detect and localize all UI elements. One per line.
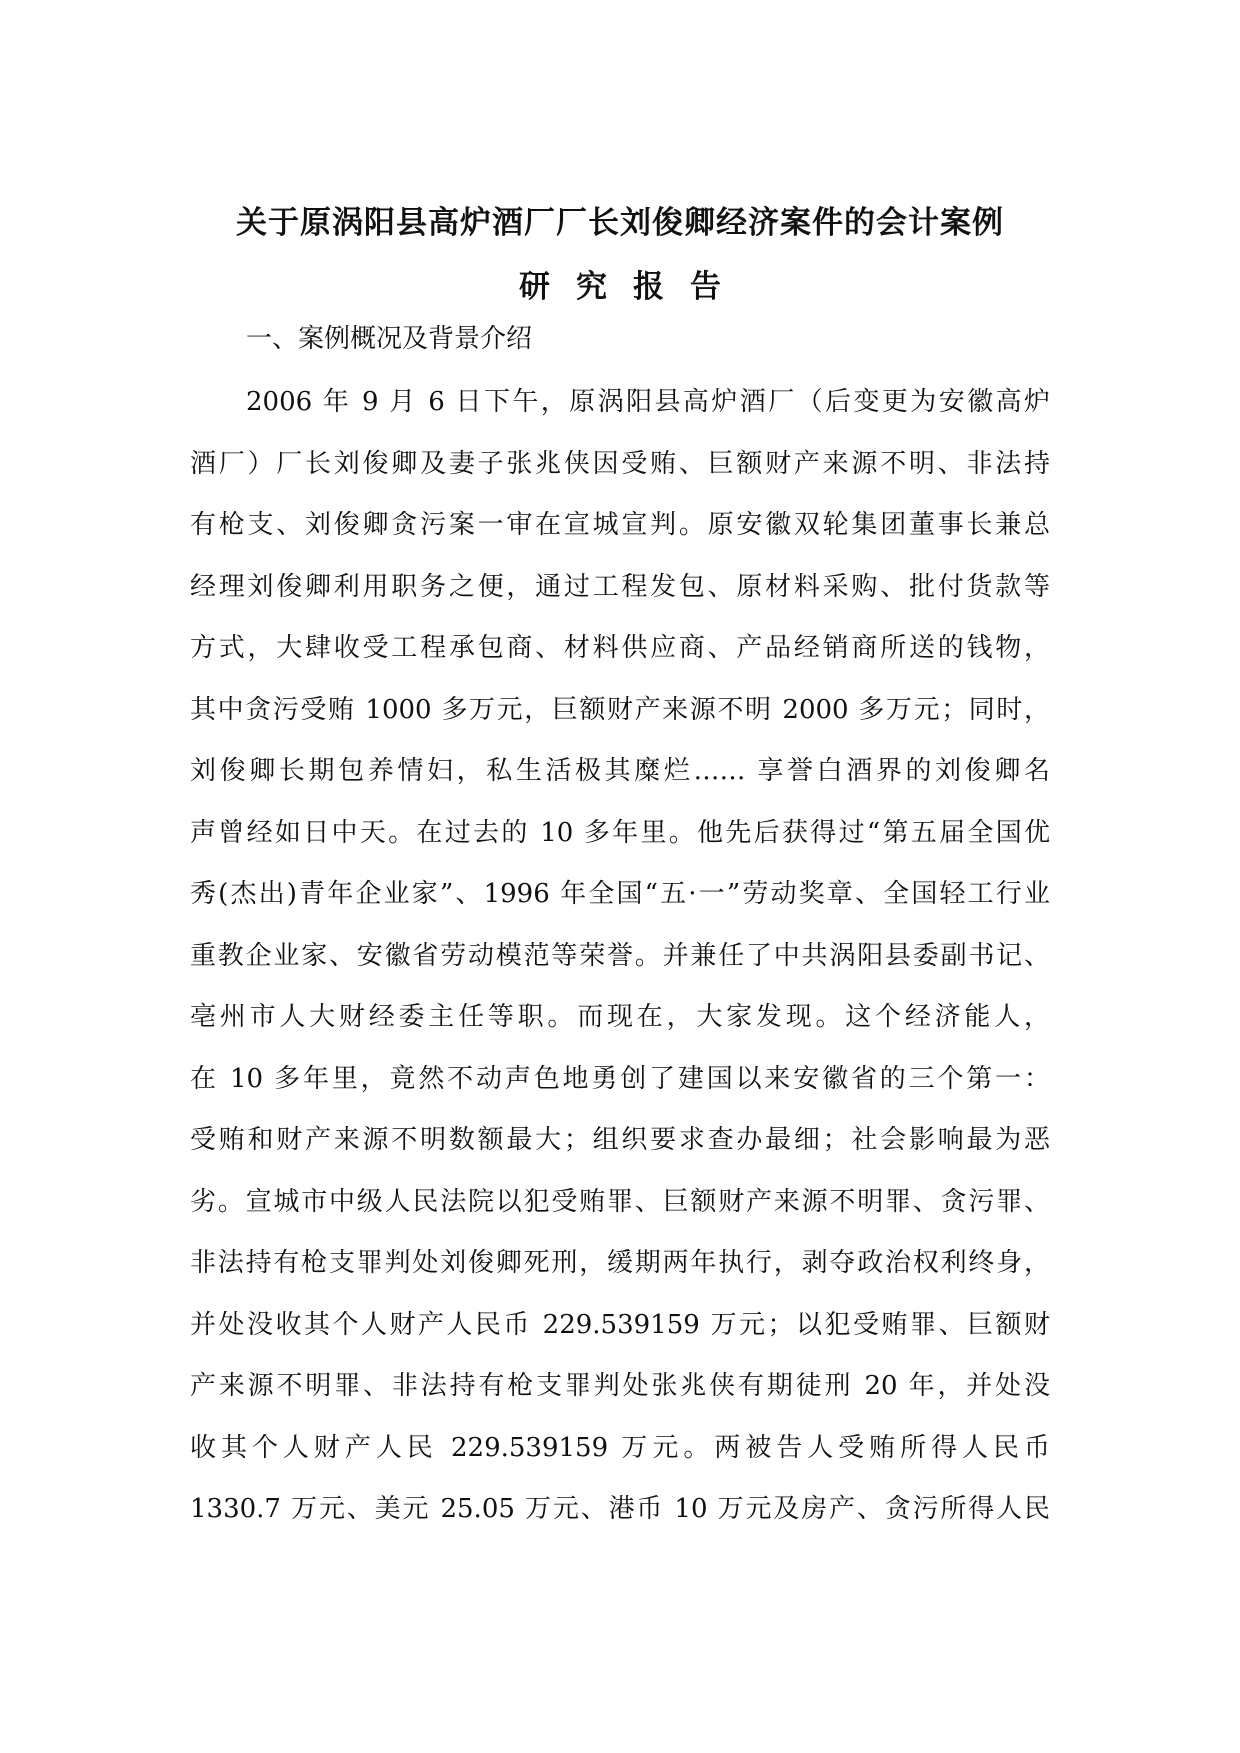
paragraph-line: 其中贪污受贿 1000 多万元，巨额财产来源不明 2000 多万元；同时， [190,695,1050,725]
paragraph-line: 秀(杰出)青年企业家”、1996 年全国“五·一”劳动奖章、全国轻工行业 [190,879,1050,909]
paragraph-line: 刘俊卿长期包养情妇，私生活极其糜烂…… 享誉白酒界的刘俊卿名 [190,756,1050,786]
paragraph-line: 并处没收其个人财产人民币 229.539159 万元；以犯受贿罪、巨额财 [190,1310,1050,1340]
paragraph-line: 非法持有枪支罪判处刘俊卿死刑，缓期两年执行，剥夺政治权利终身， [190,1248,1050,1278]
paragraph-line: 经理刘俊卿利用职务之便，通过工程发包、原材料采购、批付货款等 [190,572,1050,602]
paragraph-line: 2006 年 9 月 6 日下午，原涡阳县高炉酒厂（后变更为安徽高炉 [246,387,1050,417]
paragraph-line: 方式，大肆收受工程承包商、材料供应商、产品经销商所送的钱物， [190,633,1050,663]
paragraph-line: 1330.7 万元、美元 25.05 万元、港币 10 万元及房产、贪污所得人民 [190,1494,1050,1524]
paragraph-line: 酒厂）厂长刘俊卿及妻子张兆侠因受贿、巨额财产来源不明、非法持 [190,449,1050,479]
section-heading: 一、案例概况及背景介绍 [246,324,533,354]
paragraph-line: 受贿和财产来源不明数额最大；组织要求查办最细；社会影响最为恶 [190,1125,1050,1155]
paragraph-line: 在 10 多年里，竟然不动声色地勇创了建国以来安徽省的三个第一： [190,1064,1050,1094]
paragraph-line: 有枪支、刘俊卿贪污案一审在宣城宣判。原安徽双轮集团董事长兼总 [190,510,1050,540]
paragraph-line: 劣。宣城市中级人民法院以犯受贿罪、巨额财产来源不明罪、贪污罪、 [190,1187,1050,1217]
paragraph-line: 收其个人财产人民 229.539159 万元。两被告人受贿所得人民币 [190,1433,1050,1463]
paragraph-line: 产来源不明罪、非法持有枪支罪判处张兆侠有期徒刑 20 年，并处没 [190,1371,1050,1401]
document-title: 关于原涡阳县高炉酒厂厂长刘俊卿经济案件的会计案例 [236,205,1004,241]
paragraph-line: 重教企业家、安徽省劳动模范等荣誉。并兼任了中共涡阳县委副书记、 [190,941,1050,971]
document-subtitle: 研究报告 [519,269,747,305]
paragraph-line: 亳州市人大财经委主任等职。而现在，大家发现。这个经济能人， [190,1002,1050,1032]
paragraph-line: 声曾经如日中天。在过去的 10 多年里。他先后获得过“第五届全国优 [190,818,1050,848]
